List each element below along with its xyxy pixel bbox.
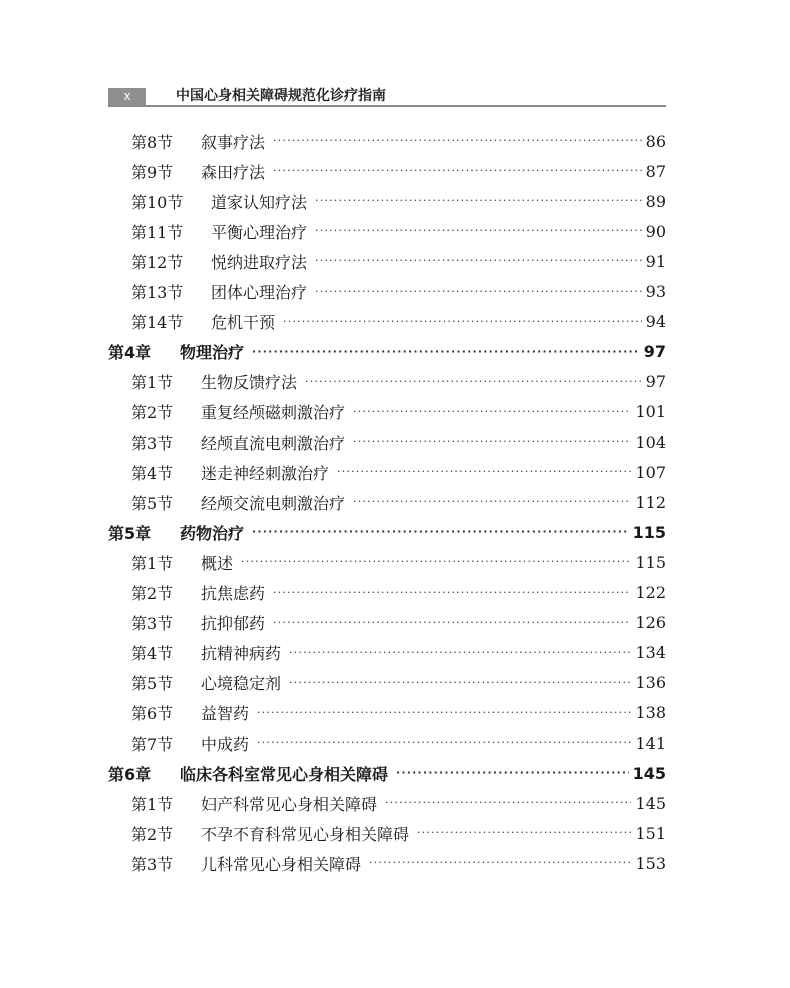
entry-number: 第1节: [131, 794, 174, 814]
toc-section-entry[interactable]: [131, 788, 666, 818]
entry-page-number: 107: [635, 462, 666, 482]
dot-leader: [369, 848, 631, 878]
entry-title: 心境稳定剂: [201, 674, 282, 694]
entry-title: 迷走神经刺激治疗: [201, 463, 330, 483]
toc-section-entry[interactable]: [131, 668, 666, 698]
book-title: 中国心身相关障碍规范化诊疗指南: [176, 88, 386, 104]
dot-leader: [315, 186, 642, 216]
dot-leader: [353, 397, 631, 427]
entry-page-number: 87: [645, 161, 666, 181]
entry-title: 抗焦虑药: [201, 584, 266, 603]
entry-number: 第4节: [131, 644, 174, 664]
dot-leader: [417, 818, 631, 848]
dot-leader: [273, 608, 631, 638]
dot-leader: [353, 487, 631, 517]
entry-title: 益智药: [201, 704, 250, 724]
entry-number: 第6章: [108, 764, 152, 784]
dot-leader: [252, 337, 640, 367]
entry-page-number: 145: [635, 793, 666, 813]
entry-number: 第5节: [131, 674, 174, 694]
toc-section-entry[interactable]: [131, 156, 666, 186]
toc-section-entry[interactable]: [131, 126, 666, 156]
entry-page-number: 145: [632, 763, 666, 783]
toc-section-entry[interactable]: [131, 487, 666, 517]
dot-leader: [337, 457, 631, 487]
entry-page-number: 153: [635, 853, 666, 873]
dot-leader: [273, 126, 642, 156]
dot-leader: [241, 547, 631, 577]
entry-number: 第3节: [131, 614, 174, 634]
entry-page-number: 115: [635, 552, 666, 572]
dot-leader: [315, 216, 642, 246]
entry-page-number: 90: [645, 221, 666, 241]
entry-number: 第8节: [131, 132, 174, 152]
running-header: [108, 88, 666, 107]
entry-page-number: 134: [635, 643, 666, 663]
dot-leader: [273, 156, 642, 186]
toc-section-entry[interactable]: [131, 728, 666, 758]
entry-title: 森田疗法: [201, 162, 266, 182]
entry-number: 第2节: [131, 824, 174, 844]
entry-title: 药物治疗: [180, 523, 245, 543]
dot-leader: [257, 698, 631, 728]
entry-page-number: 126: [635, 613, 666, 633]
entry-title: 经颅交流电刺激治疗: [201, 493, 346, 513]
toc-section-entry[interactable]: [131, 608, 666, 638]
entry-title: 中成药: [201, 734, 250, 754]
toc-section-entry[interactable]: [131, 246, 666, 276]
dot-leader: [353, 427, 631, 457]
entry-title: 悦纳进取疗法: [211, 252, 308, 272]
entry-page-number: 91: [645, 251, 666, 271]
entry-page-number: 136: [635, 673, 666, 693]
entry-title: 道家认知疗法: [211, 192, 308, 212]
toc-section-entry[interactable]: [131, 427, 666, 457]
entry-title: 重复经颅磁刺激治疗: [201, 403, 346, 423]
entry-page-number: 89: [645, 191, 666, 211]
entry-title: 不孕不育科常见心身相关障碍: [201, 824, 410, 844]
entry-title: 抗精神病药: [201, 644, 282, 664]
entry-number: 第2节: [131, 584, 174, 603]
toc-section-entry[interactable]: [131, 216, 666, 246]
entry-number: 第12节: [131, 252, 184, 272]
entry-title: 团体心理治疗: [211, 283, 308, 302]
entry-number: 第14节: [131, 313, 184, 333]
entry-number: 第1节: [131, 553, 174, 573]
entry-number: 第6节: [131, 704, 174, 724]
toc-section-entry[interactable]: [131, 397, 666, 427]
toc-section-entry[interactable]: [131, 186, 666, 216]
toc-section-entry[interactable]: [131, 277, 666, 307]
dot-leader: [283, 307, 642, 337]
entry-number: 第5节: [131, 493, 174, 513]
entry-number: 第13节: [131, 283, 184, 302]
dot-leader: [396, 758, 629, 788]
entry-number: 第1节: [131, 373, 174, 393]
entry-title: 临床各科室常见心身相关障碍: [180, 764, 389, 784]
entry-page-number: 151: [635, 823, 666, 843]
toc-chapter-entry[interactable]: [108, 517, 666, 547]
entry-page-number: 115: [632, 522, 666, 542]
dot-leader: [257, 728, 631, 758]
entry-number: 第4节: [131, 463, 174, 483]
toc-section-entry[interactable]: [131, 638, 666, 668]
entry-number: 第2节: [131, 403, 174, 423]
entry-title: 危机干预: [211, 313, 276, 333]
entry-number: 第9节: [131, 162, 174, 182]
entry-page-number: 112: [635, 492, 666, 512]
entry-title: 儿科常见心身相关障碍: [201, 854, 362, 874]
entry-title: 概述: [201, 553, 234, 573]
entry-number: 第10节: [131, 192, 184, 212]
entry-title: 生物反馈疗法: [201, 373, 298, 393]
toc-section-entry[interactable]: [131, 547, 666, 577]
entry-page-number: 94: [645, 312, 666, 332]
entry-number: 第11节: [131, 222, 184, 242]
toc-section-entry[interactable]: [131, 457, 666, 487]
entry-number: 第3节: [131, 433, 174, 453]
toc-section-entry[interactable]: [131, 367, 666, 397]
entry-page-number: 141: [635, 733, 666, 753]
entry-number: 第3节: [131, 854, 174, 874]
toc-section-entry[interactable]: [131, 307, 666, 337]
dot-leader: [305, 367, 642, 397]
entry-title: 平衡心理治疗: [211, 222, 308, 242]
entry-page-number: 122: [635, 583, 666, 602]
entry-page-number: 86: [645, 131, 666, 151]
entry-title: 物理治疗: [180, 343, 245, 363]
entry-number: 第4章: [108, 343, 152, 363]
entry-page-number: 93: [645, 282, 666, 301]
entry-page-number: 101: [635, 402, 666, 422]
entry-page-number: 97: [645, 372, 666, 392]
dot-leader: [289, 638, 631, 668]
entry-page-number: 104: [635, 432, 666, 452]
entry-title: 叙事疗法: [201, 132, 266, 152]
dot-leader: [385, 788, 631, 818]
dot-leader: [289, 668, 631, 698]
entry-title: 抗抑郁药: [201, 614, 266, 634]
toc-section-entry[interactable]: [131, 578, 666, 608]
dot-leader: [252, 517, 629, 547]
entry-page-number: 138: [635, 703, 666, 723]
toc-chapter-entry[interactable]: [108, 337, 666, 367]
toc-section-entry[interactable]: [131, 848, 666, 878]
toc-section-entry[interactable]: [131, 818, 666, 848]
dot-leader: [315, 277, 642, 307]
entry-number: 第5章: [108, 523, 152, 543]
entry-page-number: 97: [643, 342, 666, 362]
toc-section-entry[interactable]: [131, 698, 666, 728]
entry-title: 经颅直流电刺激治疗: [201, 433, 346, 453]
dot-leader: [315, 246, 642, 276]
dot-leader: [273, 578, 631, 608]
entry-number: 第7节: [131, 734, 174, 754]
page-number-label: x: [108, 88, 146, 105]
toc-chapter-entry[interactable]: [108, 758, 666, 788]
entry-title: 妇产科常见心身相关障碍: [201, 794, 378, 814]
